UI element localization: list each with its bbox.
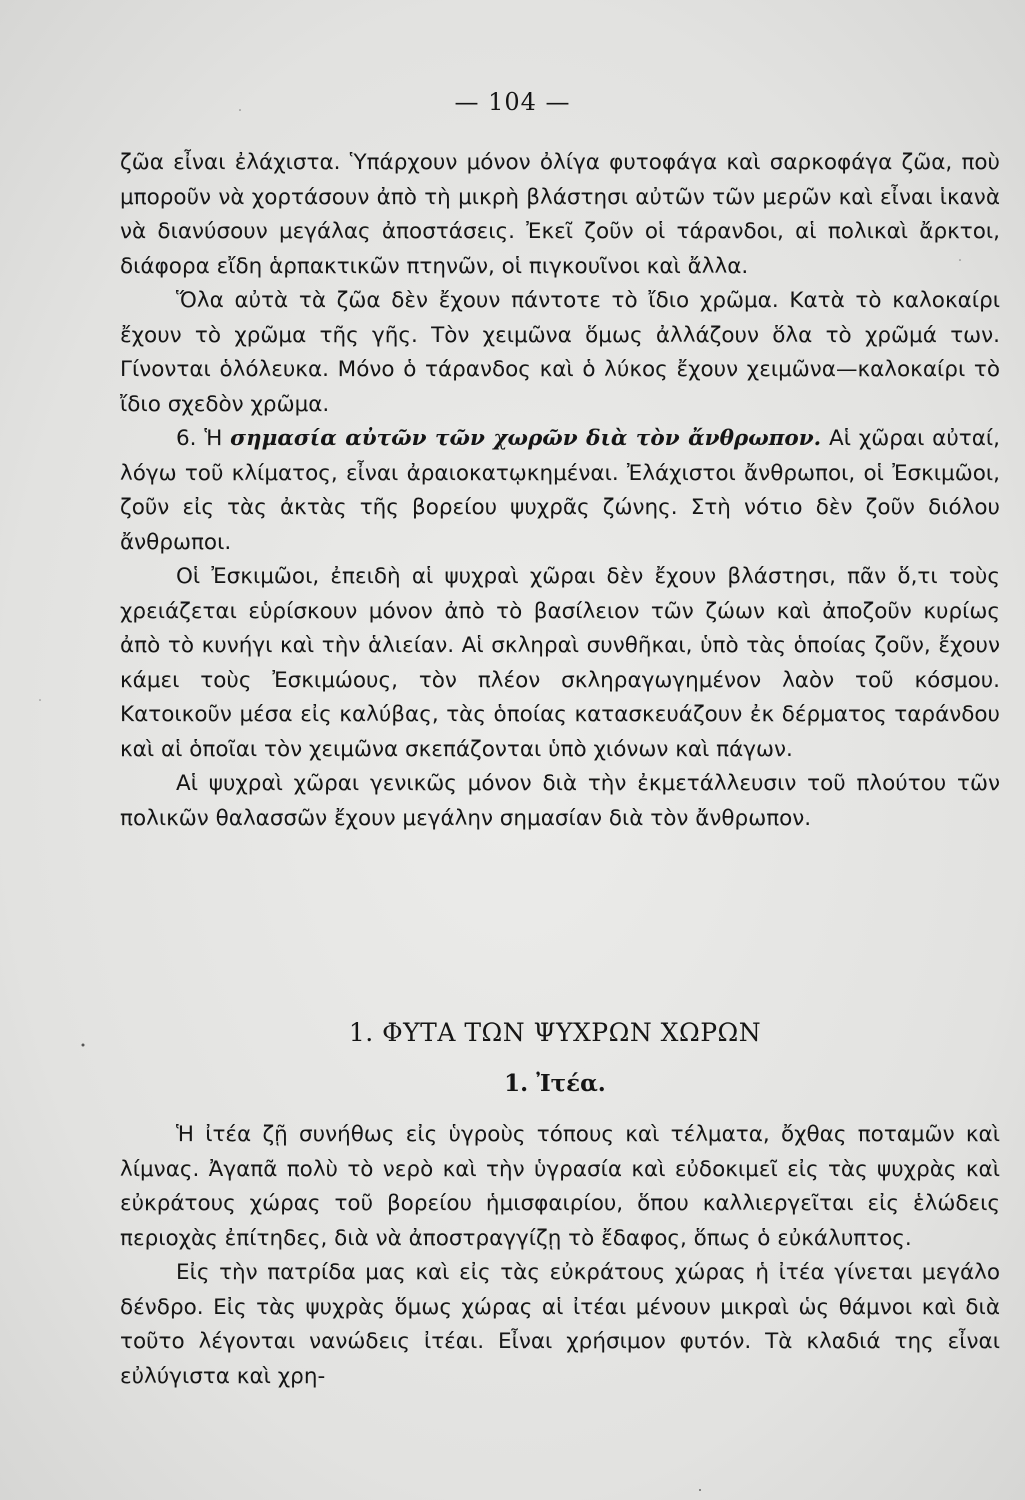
paragraph-section-6	[120, 422, 1000, 560]
body-text-lower	[120, 1118, 1000, 1394]
paragraph-importance: Αἱ ψυχραὶ χῶραι γενικῶς μόνον διὰ τὴν ἐκμετάλλευσιν τοῦ πλούτου τῶν πολικῶν θαλασσῶν ἔχουν μεγάλην σημασίαν διὰ τὸν ἄνθρωπον.	[120, 771, 1000, 831]
paragraph-eskimos: Οἱ Ἐσκιμῶοι, ἐπειδὴ αἱ ψυχραὶ χῶραι δὲν ἔχουν βλάστησι, πᾶν ὅ,τι τοὺς χρειάζεται εὑρίσκουν μόνον ἀπὸ τὸ βασίλειον τῶν ζώων καὶ ἀποζοῦν κυρίως ἀπὸ τὸ κυνήγι καὶ τὴν ἁλιείαν. Αἱ σκληραὶ συνθῆκαι, ὑπὸ τὰς ὁποίας ζοῦν, ἔχουν κάμει τοὺς Ἐσκιμώους, τὸν πλέον σκληραγωγημένον λαὸν τοῦ κόσμου. Κατοικοῦν μέσα εἰς καλύβας, τὰς ὁποίας κατασκευάζουν ἐκ δέρματος ταράνδου καὶ αἱ ὁποῖαι τὸν χειμῶνα σκεπάζονται ὑπὸ χιόνων καὶ πάγων.	[120, 564, 1000, 762]
section-heading: 1. Ἰτέα.	[504, 1070, 606, 1097]
section-number: 6.	[176, 426, 197, 451]
page-number: — 104 —	[454, 88, 571, 116]
paragraph-animals: ζῶα εἶναι ἐλάχιστα. Ὑπάρχουν μόνον ὀλίγα φυτοφάγα καὶ σαρκοφάγα ζῶα, ποὺ μποροῦν νὰ χορτάσουν ἀπὸ τὴ μικρὴ βλάστησι αὐτῶν τῶν μερῶν καὶ εἶναι ἱκανὰ νὰ διανύσουν μεγάλας ἀποστάσεις. Ἐκεῖ ζοῦν οἱ τάρανδοι, αἱ πολικαὶ ἄρκτοι, διάφορα εἴδη ἁρπακτικῶν πτηνῶν, οἱ πιγκουῖνοι καὶ ἄλλα.	[120, 150, 1000, 279]
section-title-prefix: Ἡ	[204, 426, 223, 451]
paragraph-itea-growth: Εἰς τὴν πατρίδα μας καὶ εἰς τὰς εὐκράτους χώρας ἡ ἰτέα γίνεται μεγάλο δένδρο. Εἰς τὰς ψυχρὰς ὅμως χώρας αἱ ἰτέαι μένουν μικραὶ ὡς θάμνοι καὶ διὰ τοῦτο λέγονται νανώδεις ἰτέαι. Εἶναι χρήσιμον φυτόν. Τὰ κλαδιά της εἶναι εὐλύγιστα καὶ χρη-	[120, 1260, 1000, 1389]
section-body: Αἱ χῶραι αὐταί, λόγω τοῦ κλίματος, εἶναι ἀραιοκατῳκημέναι. Ἐλάχιστοι ἄνθρωποι, οἱ Ἐσκιμῶοι, ζοῦν εἰς τὰς ἀκτὰς τῆς βορείου ψυχρᾶς ζώνης. Στὴ νότιο δὲν ζοῦν διόλου ἄνθρωποι.	[120, 426, 1001, 555]
paragraph-itea-habitat: Ἡ ἰτέα ζῇ συνήθως εἰς ὑγροὺς τόπους καὶ τέλματα, ὄχθας ποταμῶν καὶ λίμνας. Ἀγαπᾶ πολὺ τὸ νερὸ καὶ τὴν ὑγρασία καὶ εὐδοκιμεῖ εἰς τὰς ψυχρὰς καὶ εὐκράτους χώρας τοῦ βορείου ἡμισφαιρίου, ὅπου καλλιεργεῖται εἰς ἑλώδεις περιοχὰς ἐπίτηδες, διὰ νὰ ἀποστραγγίζῃ τὸ ἔδαφος, ὅπως ὁ εὐκάλυπτος.	[120, 1122, 1000, 1251]
chapter-heading: 1. ΦΥΤΑ ΤΩΝ ΨΥΧΡΩΝ ΧΩΡΩΝ	[348, 1018, 762, 1047]
body-text-upper	[120, 146, 1000, 836]
section-title-emphasis: σημασία αὐτῶν τῶν χωρῶν διὰ τὸν ἄνθρωπον.	[230, 426, 822, 451]
paragraph-colors: Ὅλα αὐτὰ τὰ ζῶα δὲν ἔχουν πάντοτε τὸ ἴδιο χρῶμα. Κατὰ τὸ καλοκαίρι ἔχουν τὸ χρῶμα τῆς γῆς. Τὸν χειμῶνα ὅμως ἀλλάζουν ὅλα τὸ χρῶμά των. Γίνονται ὁλόλευκα. Μόνο ὁ τάρανδος καὶ ὁ λύκος ἔχουν χειμῶνα—καλοκαίρι τὸ ἴδιο σχεδὸν χρῶμα.	[120, 288, 1000, 417]
